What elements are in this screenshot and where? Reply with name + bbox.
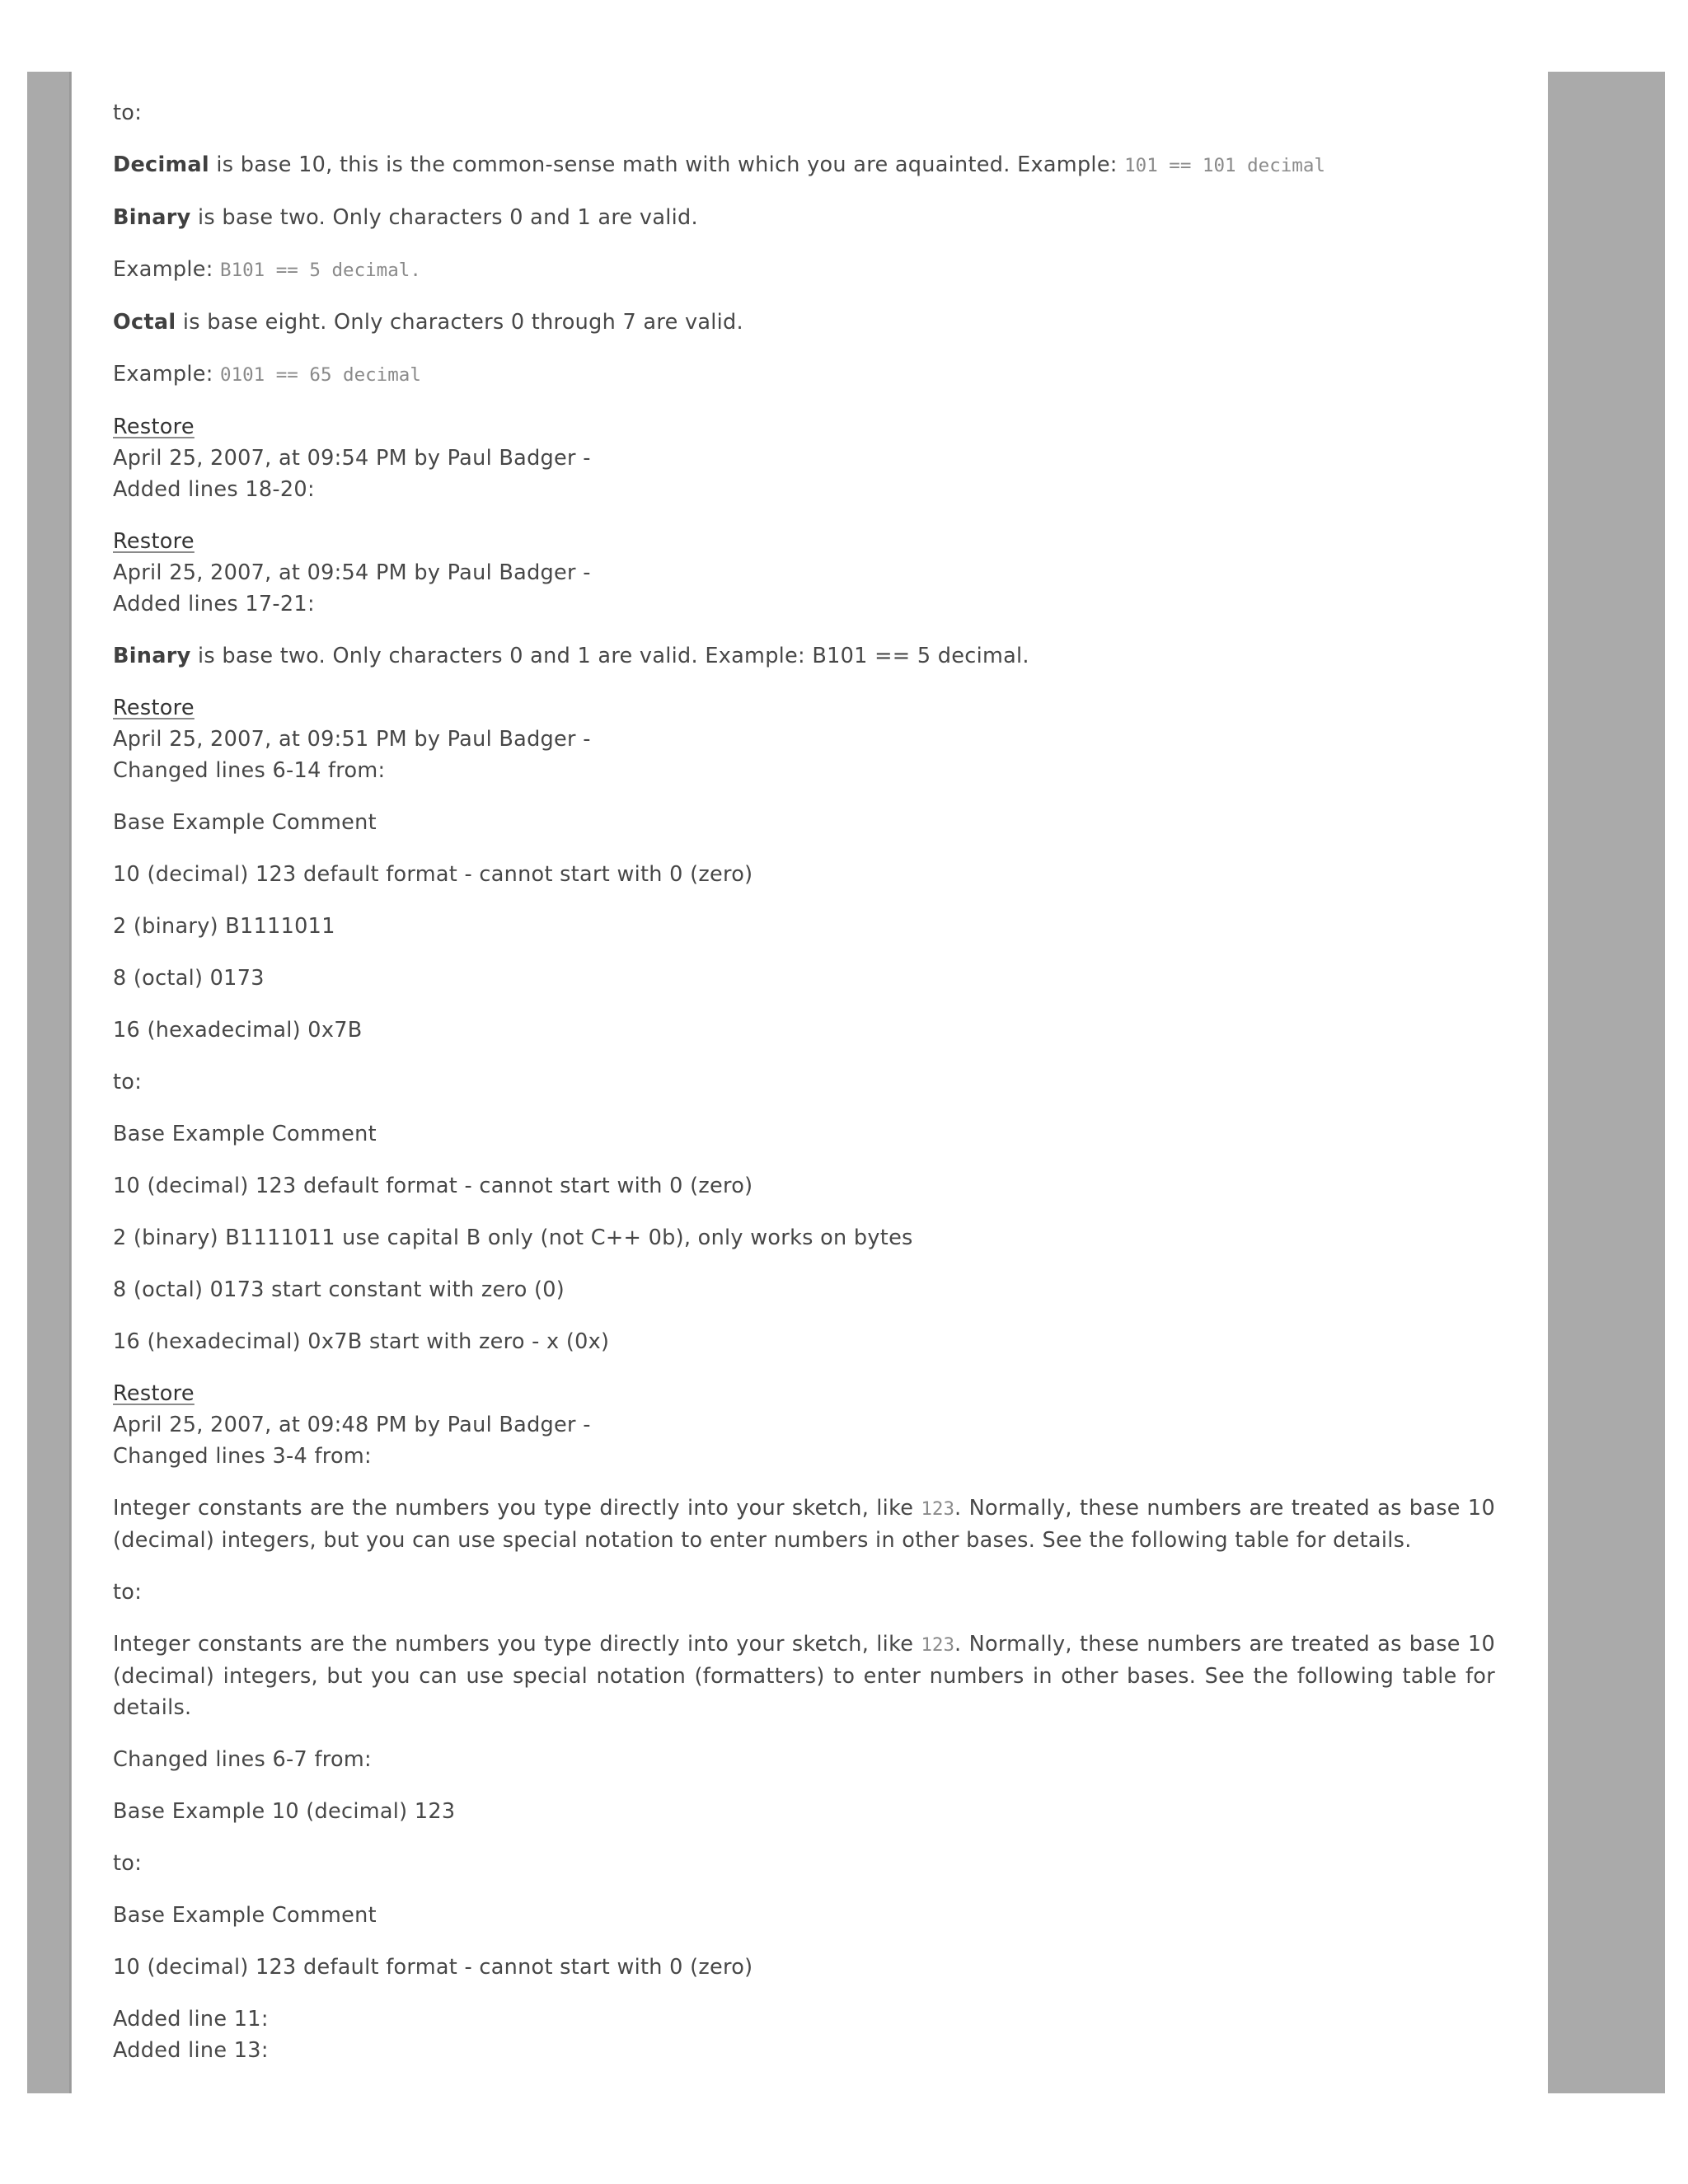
paragraph-text: Integer constants are the numbers you type directly into your sketch, like (113, 1496, 921, 1521)
octal-text: is base eight. Only characters 0 through 7 are valid. (176, 310, 743, 335)
octal-example-label: Example: (113, 362, 221, 387)
integer-constants-paragraph (113, 1629, 1495, 1723)
paragraph-text: Integer constants are the numbers you type directly into your sketch, like (113, 1632, 921, 1657)
revision-change: Added line 11: (113, 2007, 269, 2032)
table-line: 16 (hexadecimal) 0x7B (113, 1018, 363, 1043)
to-label: to: (113, 1851, 143, 1876)
table-header-line: Base Example Comment (113, 810, 377, 835)
decimal-example-code: 101 == 101 decimal (1124, 155, 1325, 176)
binary-term: Binary (113, 644, 191, 668)
binary-example (113, 254, 1495, 286)
paragraph-text: . Normally, these numbers are treated as base 10 (decimal) integers, but you can use special notation (formatters) to enter numbers in other bases. See the following table for details. (113, 1632, 1495, 1720)
revision-change: Added lines 18-20: (113, 477, 315, 502)
octal-description (113, 307, 1495, 338)
to-label: to: (113, 101, 143, 125)
revision-entry (113, 692, 1495, 786)
table-line: 10 (decimal) 123 default format - cannot start with 0 (zero) (113, 1955, 753, 1980)
revision-meta: April 25, 2007, at 09:54 PM by Paul Badger - (113, 446, 591, 471)
decimal-text: is base 10, this is the common-sense math with which you are aquainted. Example: (209, 152, 1125, 177)
inline-code: 123 (921, 1498, 955, 1520)
revision-change: Changed lines 3-4 from: (113, 1444, 372, 1469)
binary-term: Binary (113, 205, 191, 230)
octal-example-code: 0101 == 65 decimal (220, 364, 421, 386)
table-header-line: Base Example Comment (113, 1122, 377, 1146)
revision-meta: April 25, 2007, at 09:51 PM by Paul Badger - (113, 727, 591, 752)
decimal-term: Decimal (113, 152, 209, 177)
revision-entry (113, 1378, 1495, 1472)
inline-code: 123 (921, 1634, 955, 1656)
paragraph-text: . Normally, these numbers are treated as base 10 (decimal) integers, but you can use special notation to enter numbers in other bases. See the following table for details. (113, 1496, 1495, 1553)
restore-link[interactable]: Restore (113, 415, 195, 439)
revision-history-content (72, 72, 1548, 2093)
revision-meta: April 25, 2007, at 09:48 PM by Paul Badger - (113, 1413, 591, 1437)
table-line: 10 (decimal) 123 default format - cannot start with 0 (zero) (113, 862, 753, 887)
table-line: 8 (octal) 0173 (113, 966, 265, 991)
octal-term: Octal (113, 310, 176, 335)
binary-summary-text: is base two. Only characters 0 and 1 are valid. Example: B101 == 5 decimal. (190, 644, 1029, 668)
to-label: to: (113, 1070, 143, 1094)
table-line: 2 (binary) B1111011 (113, 914, 335, 939)
restore-link[interactable]: Restore (113, 1381, 195, 1406)
binary-example-label: Example: (113, 257, 221, 282)
binary-text: is base two. Only characters 0 and 1 are valid. (190, 205, 698, 230)
table-line: 2 (binary) B1111011 use capital B only (not C++ 0b), only works on bytes (113, 1226, 913, 1250)
binary-example-code: B101 == 5 decimal (220, 260, 410, 281)
revision-change: Added line 13: (113, 2038, 269, 2063)
octal-example (113, 359, 1495, 391)
revision-change: Changed lines 6-14 from: (113, 758, 386, 783)
binary-summary (113, 640, 1495, 672)
integer-constants-paragraph (113, 1493, 1495, 1556)
revision-change: Added lines 17-21: (113, 592, 315, 616)
page-frame (27, 72, 1665, 2093)
decimal-description (113, 149, 1495, 181)
added-lines-note (113, 2004, 1495, 2066)
to-label: to: (113, 1580, 143, 1605)
table-line: 10 (decimal) 123 default format - cannot start with 0 (zero) (113, 1174, 753, 1198)
revision-change: Changed lines 6-7 from: (113, 1747, 372, 1772)
revision-entry (113, 411, 1495, 505)
frame-left-edge (69, 72, 71, 2093)
restore-link[interactable]: Restore (113, 529, 195, 554)
table-line: 16 (hexadecimal) 0x7B start with zero - x (0x) (113, 1329, 610, 1354)
table-line: Base Example 10 (decimal) 123 (113, 1799, 456, 1824)
binary-example-period: . (410, 260, 421, 281)
revision-meta: April 25, 2007, at 09:54 PM by Paul Badger - (113, 560, 591, 585)
restore-link[interactable]: Restore (113, 696, 195, 720)
table-line: 8 (octal) 0173 start constant with zero (0) (113, 1277, 565, 1302)
revision-entry (113, 526, 1495, 620)
binary-description (113, 202, 1495, 233)
table-header-line: Base Example Comment (113, 1903, 377, 1928)
